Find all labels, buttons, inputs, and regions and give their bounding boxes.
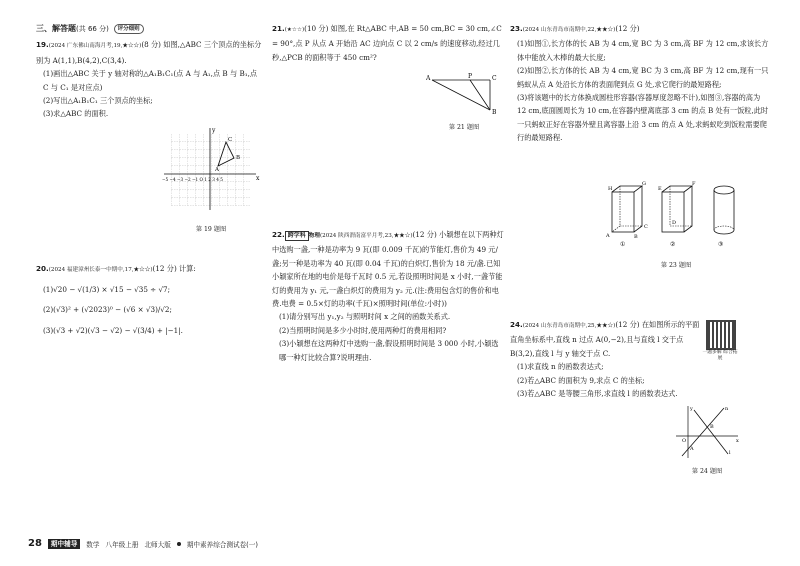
column-middle — [272, 22, 504, 64]
svg-text:y: y — [212, 127, 216, 134]
question-19: 19.(2024 广东佛山南海月考,19,★☆☆)(8 分) 如图,△ABC 三个顶点的坐标分别为 A(1,1),B(4,2),C(3,4). (1)画出△ABC 关于 y 轴对称的△A₁B₁C₁(点 A 与 A₁,点 B 与 B₁,点 C 与 C₁ 是对应点) (2)写出△A₁B₁C₁ 三个顶点的坐标; (3)求△ABC 的面积. — [36, 38, 264, 120]
subject-label: 数学 — [86, 540, 100, 549]
box-diagram-2 — [658, 181, 696, 248]
question-22: 22. 跨学科 物理(2024 陕西渭南富平月考,23,★★☆)(12 分) 小颖想在以下两种灯中选购一盏,一种是功率为 9 瓦(即 0.009 千瓦)的节能灯,售价为 49 元/盏;另一种是功率为 40 瓦(即 0.04 千瓦)的白炽灯,售价为 18 元/盏.已知小颖家所在地的电价是每千瓦时 0.5 元,若设照明时间是 x 小时,一盏节能灯的费用为 y₁ 元,一盏白炽灯的费用为 y₂ 元.(注:费用包含灯的售价和电费.电费 = 0.5×灯的功率(千瓦)×照明时间(单位:小时)) (1)请分别写出 y₁,y₂ 与照明时间 x 之间的函数关系式. (2)当照明时间是多少小时时,使用两种灯的费用相同? (3)小颖想在这两种灯中选购一盏,假设照明时间是 3 000 小时,小颖选哪一种灯比较合算?说明理由. — [272, 228, 504, 364]
question-21: 21.(★☆☆)(10 分) 如图,在 Rt△ABC 中,AB = 50 cm,BC = 30 cm,∠C = 90°,点 P 从点 A 开始沿 AC 边向点 C 以 2 cm/s 的速度移动,经过几秒,△PCB 的面积等于 450 cm²? — [272, 24, 502, 62]
page-footer — [28, 538, 258, 549]
svg-text:③: ③ — [718, 241, 724, 248]
q19-figure — [156, 126, 266, 233]
svg-text:n: n — [725, 406, 729, 412]
svg-text:F: F — [692, 181, 696, 187]
q23-figure — [606, 180, 746, 269]
svg-text:②: ② — [670, 241, 676, 248]
svg-text:A: A — [426, 75, 431, 82]
page-number: 28 — [28, 538, 42, 549]
right-triangle-diagram — [426, 72, 502, 116]
qr-label: 一题多解 综合拓展 — [702, 350, 738, 361]
box-and-cylinder-diagrams — [606, 180, 746, 254]
brand-label: 期中辅导 — [48, 539, 80, 549]
svg-text:A: A — [690, 446, 694, 452]
svg-text:−5 −4 −3 −2 −1 O 1 2 3 4 5: −5 −4 −3 −2 −1 O 1 2 3 4 5 — [162, 177, 223, 182]
coordinate-grid — [156, 126, 266, 218]
svg-text:P: P — [468, 73, 473, 80]
q19-part-1: (1)画出△ABC 关于 y 轴对称的△A₁B₁C₁(点 A 与 A₁,点 B 与 B₁,点 C 与 C₁ 是对应点) — [43, 69, 258, 92]
svg-text:B: B — [710, 424, 714, 430]
q20-part-2: (2)(√3)² + (√2023)⁰ − (√6 × √3)/√2; — [43, 304, 172, 314]
svg-text:H: H — [608, 186, 613, 192]
grade-label: 八年级上册 — [105, 540, 139, 549]
svg-text:G: G — [642, 181, 646, 187]
svg-text:O: O — [682, 438, 687, 444]
svg-text:D: D — [672, 220, 677, 226]
q22-part-2: (2)当照明时间是多少小时时,使用两种灯的费用相同? — [279, 325, 447, 335]
column-right — [510, 22, 770, 145]
q23-part-2: (2)如图②,长方体的长 AB 为 4 cm,宽 BC 为 3 cm,高 BF 为 12 cm,现有一只蚂蚁从点 A 处沿长方体的表面爬到点 G 处,求它爬行的最短路程; — [517, 66, 769, 89]
q20-part-3: (3)(√3 + √2)(√3 − √2) − √(3/4) + |−1|. — [43, 326, 183, 336]
interdisciplinary-tag: 跨学科 — [285, 231, 309, 241]
cylinder-diagram — [714, 186, 734, 248]
column-left — [36, 22, 264, 121]
question-24: 24.(2024 山东青岛市南期中,25,★★☆)(12 分) 在如图所示的平面直角坐标系中,直线 n 过点 A(0,−2),且与直线 l 交于点 B(3,2),直线 l 与 y 轴交于点 C. (1)求直线 n 的函数表达式; (2)若△ABC 的面积为 9,求点 C 的坐标; (3)若△ABC 是等腰三角形,求直线 l 的函数表达式. — [510, 318, 700, 400]
q24-caption: 第 24 题图 — [691, 468, 723, 475]
svg-text:x: x — [256, 175, 260, 182]
q22-part-1: (1)请分别写出 y₁,y₂ 与照明时间 x 之间的函数关系式. — [279, 312, 451, 322]
svg-text:C: C — [644, 224, 648, 230]
q23-part-1: (1)如图①,长方体的长 AB 为 4 cm,宽 BC 为 3 cm,高 BF 为 12 cm,求该长方体中能放入木棒的最大长度; — [517, 39, 769, 62]
section-heading: 三、解答题(共 66 分) 评分细则 — [36, 22, 264, 36]
svg-text:x: x — [736, 438, 739, 444]
svg-text:l: l — [729, 450, 731, 456]
svg-text:①: ① — [620, 241, 626, 248]
q21-figure — [426, 72, 502, 131]
bullet-icon — [177, 542, 181, 546]
svg-text:y: y — [690, 406, 693, 412]
question-20: 20.(2024 福建漳州长泰一中期中,17,★☆☆)(12 分) 计算: (1)√20 − √(1/3) × √15 − √35 ÷ √7; (2)(√3)² + (√2023)⁰ − (√6 × √3)/√2; (3)(√3 + √2)(√3 − √2) − √(3/4) + |−1|. — [36, 262, 264, 338]
q22-part-3: (3)小颖想在这两种灯中选购一盏,假设照明时间是 3 000 小时,小颖选哪一种灯比较合算?说明理由. — [279, 339, 499, 362]
q19-caption: 第 19 题图 — [195, 226, 227, 233]
q20-part-1: (1)√20 − √(1/3) × √15 − √35 ÷ √7; — [43, 285, 171, 295]
q19-part-3: (3)求△ABC 的面积. — [43, 109, 109, 119]
q19-part-2: (2)写出△A₁B₁C₁ 三个顶点的坐标; — [43, 96, 153, 106]
svg-text:B: B — [492, 109, 497, 116]
svg-text:B: B — [236, 155, 241, 161]
q21-caption: 第 21 题图 — [448, 124, 480, 131]
q24-part-1: (1)求直线 n 的函数表达式; — [517, 362, 604, 372]
edition-label: 北师大版 — [144, 540, 171, 549]
line-graph-diagram — [672, 404, 742, 460]
q24-part-3: (3)若△ABC 是等腰三角形,求直线 l 的函数表达式. — [517, 389, 678, 399]
svg-text:A: A — [215, 167, 219, 173]
q23-caption: 第 23 题图 — [660, 262, 692, 269]
question-23: 23.(2024 山东青岛市南期中,22,★★☆)(12 分) (1)如图①,长方体的长 AB 为 4 cm,宽 BC 为 3 cm,高 BF 为 12 cm,求该长方体中能放入木棒的最大长度; (2)如图②,长方体的长 AB 为 4 cm,宽 BC 为 3 cm,高 BF 为 12 cm,现有一只蚂蚁从点 A 处沿长方体的表面爬到点 G 处,求它爬行的最短路程; (3)将该题中的长方体换成圆柱形容器(容器厚度忽略不计),如图③,容器的高为 12 cm,底面圆周长为 10 cm,在容器内壁离底部 3 cm 的点 B 处有一饭粒,此时一只蚂蚁正好在容器外壁且离容器上沿 3 cm 的点 A 处,求蚂蚁吃到饭粒需要爬行的最短路程. — [510, 22, 770, 145]
qr-code-icon[interactable] — [706, 320, 736, 350]
test-title: 期中素养综合测试卷(一) — [186, 540, 258, 549]
svg-text:B: B — [634, 234, 638, 240]
svg-text:C: C — [228, 137, 233, 143]
box-diagram-1 — [606, 181, 648, 248]
scoring-badge[interactable]: 评分细则 — [114, 24, 144, 34]
q24-part-2: (2)若△ABC 的面积为 9,求点 C 的坐标; — [517, 375, 645, 385]
q24-figure — [672, 404, 742, 475]
svg-text:C: C — [492, 75, 497, 82]
svg-text:E: E — [658, 186, 662, 192]
svg-text:A: A — [606, 233, 610, 239]
q23-part-3: (3)将该题中的长方体换成圆柱形容器(容器厚度忽略不计),如图③,容器的高为 12 cm,底面圆周长为 10 cm,在容器内壁离底部 3 cm 的点 B 处有一饭粒,此时一只蚂蚁正好在容器外壁且离容器上沿 3 cm 的点 A 处,求蚂蚁吃到饭粒需要爬行的最短路程. — [517, 93, 769, 143]
